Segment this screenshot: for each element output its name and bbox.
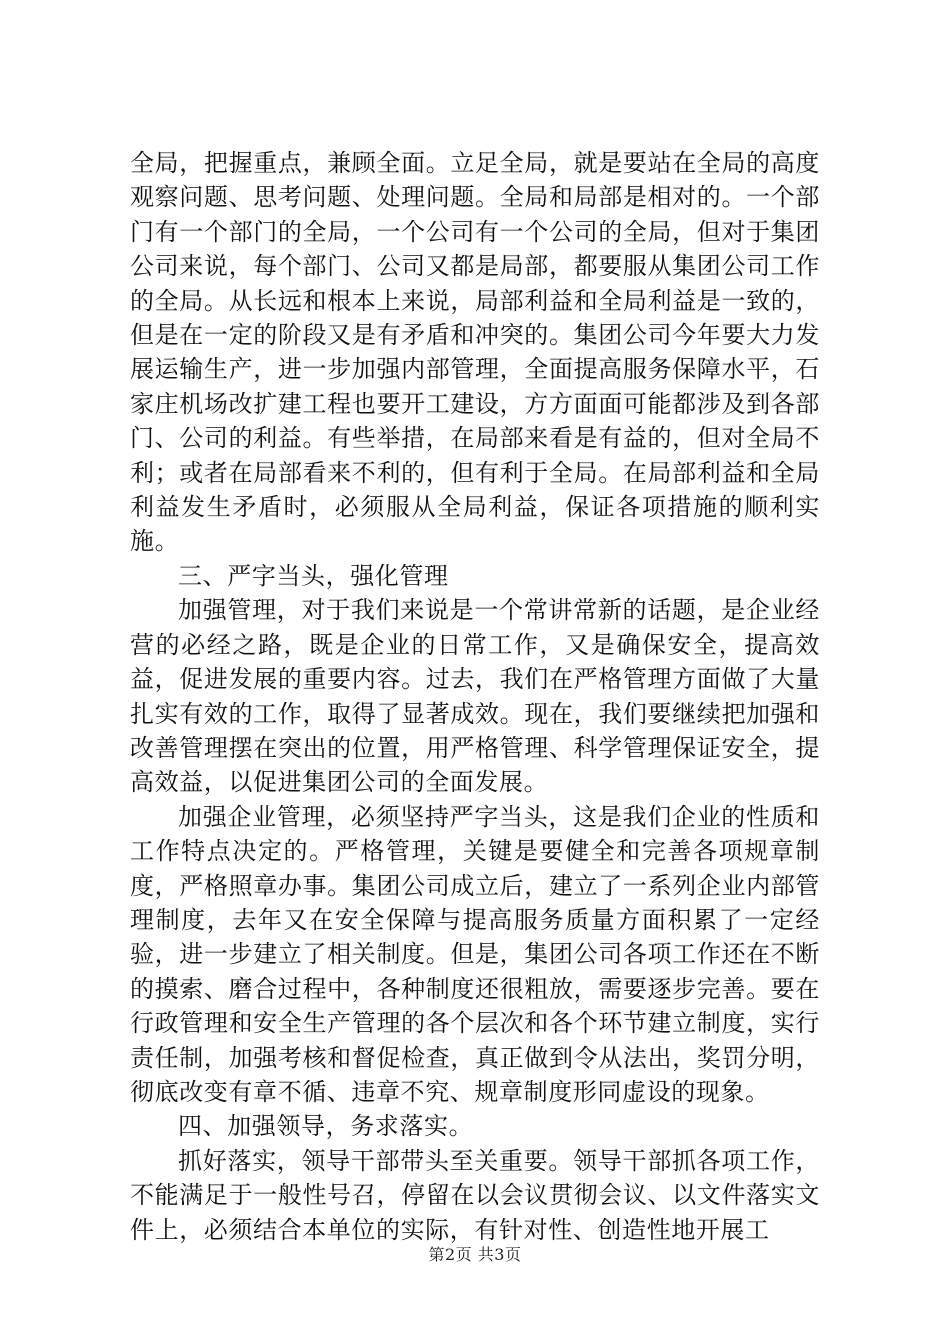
paragraph-management-intro: 加强管理，对于我们来说是一个常讲常新的话题，是企业经营的必经之路，既是企业的日常工作，又是确保安全，提高效益，促进发展的重要内容。过去，我们在严格管理方面做了大量扎实有效的工作，取得了显著成效。现在，我们要继续把加强和改善管理摆在突出的位置，用严格管理、科学管理保证安全，提高效益，以促进集团公司的全面发展。 xyxy=(130,596,820,797)
paragraph-continuation: 全局，把握重点，兼顾全面。立足全局，就是要站在全局的高度观察问题、思考问题、处理问题。全局和局部是相对的。一个部门有一个部门的全局，一个公司有一个公司的全局，但对于集团公司来说，每个部门、公司又都是局部，都要服从集团公司工作的全局。从长远和根本上来说，局部利益和全局利益是一致的，但是在一定的阶段又是有矛盾和冲突的。集团公司今年要大力发展运输生产，进一步加强内部管理，全面提高服务保障水平，石家庄机场改扩建工程也要开工建设，方方面面可能都涉及到各部门、公司的利益。有些举措，在局部来看是有益的，但对全局不利；或者在局部看来不利的，但有利于全局。在局部利益和全局利益发生矛盾时，必须服从全局利益，保证各项措施的顺利实施。 xyxy=(130,149,820,556)
paragraph-implementation: 抓好落实，领导干部带头至关重要。领导干部抓各项工作，不能满足于一般性号召，停留在以会议贯彻会议、以文件落实文件上，必须结合本单位的实际，有针对性、创造性地开展工 xyxy=(130,1146,820,1244)
page-footer: 第2页 共3页 xyxy=(428,1245,522,1264)
section-heading-3: 三、严字当头，强化管理 xyxy=(178,561,449,590)
section-heading-4: 四、加强领导，务求落实。 xyxy=(178,1112,474,1141)
paragraph-strict-management: 加强企业管理，必须坚持严字当头，这是我们企业的性质和工作特点决定的。严格管理，关键是要健全和完善各项规章制度，严格照章办事。集团公司成立后，建立了一系列企业内部管理制度，去年又在安全保障与提高服务质量方面积累了一定经验，进一步建立了相关制度。但是，集团公司各项工作还在不断的摸索、磨合过程中，各种制度还很粗放，需要逐步完善。要在行政管理和安全生产管理的各个层次和各个环节建立制度，实行责任制，加强考核和督促检查，真正做到令从法出，奖罚分明，彻底改变有章不循、违章不究、规章制度形同虚设的现象。 xyxy=(130,802,820,1106)
document-body xyxy=(130,146,820,1247)
